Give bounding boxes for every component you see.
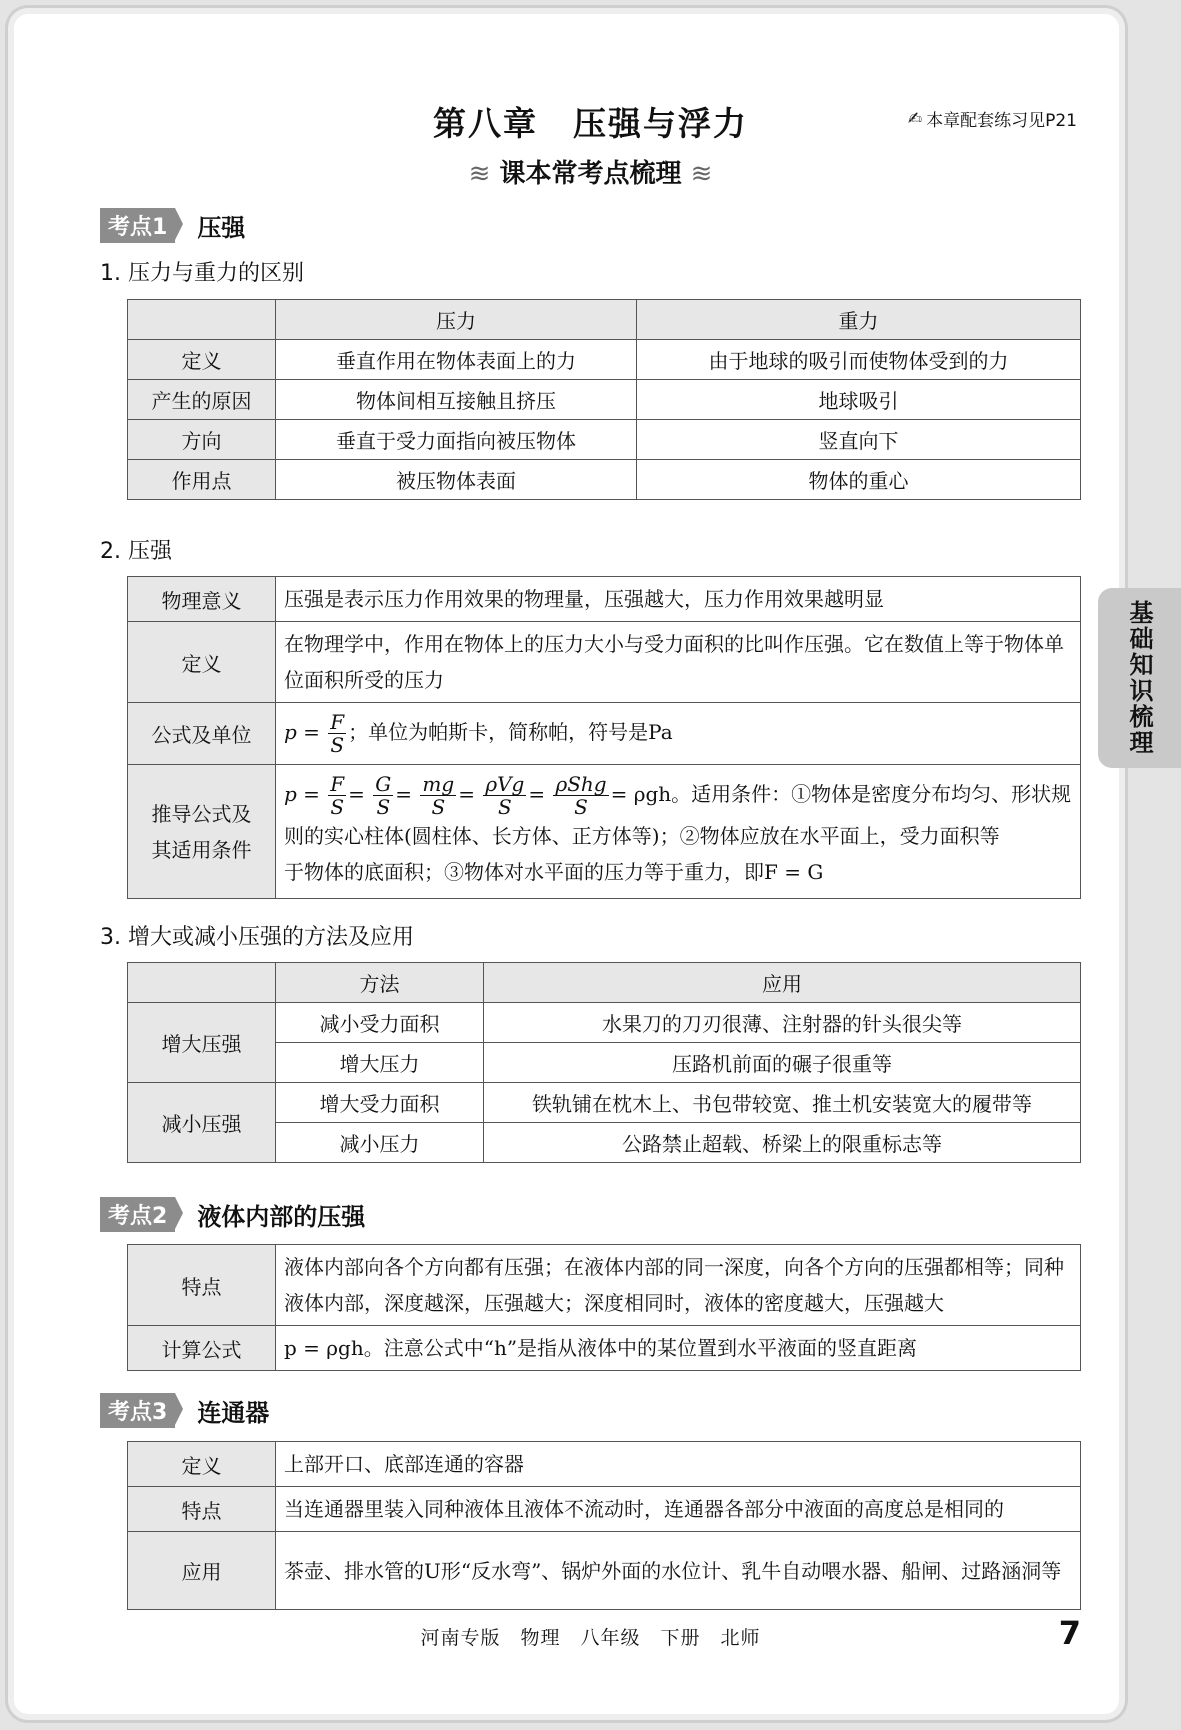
table-cell: 水果刀的刀刃很薄、注射器的针头很尖等 bbox=[484, 1003, 1081, 1043]
numerator: G bbox=[375, 772, 392, 796]
table-cell: 由于地球的吸引而使物体受到的力 bbox=[637, 340, 1081, 380]
formula-p: p = bbox=[284, 720, 320, 744]
formula-unit-text: ；单位为帕斯卡，简称帕，符号是Pa bbox=[348, 720, 673, 744]
table-cell: 上部开口、底部连通的容器 bbox=[276, 1442, 1081, 1487]
chapter-title: 第八章 压强与浮力 bbox=[433, 104, 748, 143]
table-cell: 液体内部向各个方向都有压强；在液体内部的同一深度，向各个方向的压强都相等；同种液体内部，深度越深，压强越大；深度相同时，液体的密度越大，压强越大 bbox=[276, 1245, 1081, 1326]
liquid-pressure-table bbox=[127, 1244, 1081, 1371]
methods-table bbox=[127, 962, 1081, 1163]
table-cell: 在物理学中，作用在物体上的压力大小与受力面积的比叫作压强。它在数值上等于物体单位面积所受的压力 bbox=[276, 622, 1081, 703]
row-label: 定义 bbox=[128, 622, 276, 703]
denominator: S bbox=[330, 733, 345, 757]
denominator: S bbox=[376, 795, 391, 819]
row-label: 定义 bbox=[128, 1442, 276, 1487]
s1-heading: 1. 压力与重力的区别 bbox=[100, 261, 304, 286]
kp2-title: 液体内部的压强 bbox=[197, 1203, 366, 1231]
wave-icon: ≋ bbox=[690, 159, 713, 189]
numerator: ρVg bbox=[485, 772, 525, 796]
pen-icon: ✍ bbox=[907, 108, 923, 129]
row-label: 定义 bbox=[128, 340, 276, 380]
table-cell: 垂直于受力面指向被压物体 bbox=[276, 420, 637, 460]
table-corner bbox=[128, 963, 276, 1003]
derivation-line: 于物体的底面积；③物体对水平面的压力等于重力，即F = G bbox=[284, 860, 824, 884]
row-label: 方向 bbox=[128, 420, 276, 460]
fraction bbox=[553, 773, 608, 818]
kp1-heading bbox=[100, 208, 245, 243]
row-label: 物理意义 bbox=[128, 577, 276, 622]
denominator: S bbox=[330, 795, 345, 819]
numerator: mg bbox=[422, 772, 455, 796]
table-cell: 压强是表示压力作用效果的物理量，压强越大，压力作用效果越明显 bbox=[276, 577, 1081, 622]
formula-cell bbox=[276, 703, 1081, 765]
pressure-gravity-table bbox=[127, 299, 1081, 500]
kp2-heading bbox=[100, 1197, 365, 1232]
table-cell: 地球吸引 bbox=[637, 380, 1081, 420]
denominator: S bbox=[574, 795, 588, 819]
fraction bbox=[420, 773, 456, 818]
table-cell: 当连通器里装入同种液体且液体不流动时，连通器各部分中液面的高度总是相同的 bbox=[276, 1487, 1081, 1532]
table-cell: 垂直作用在物体表面上的力 bbox=[276, 340, 637, 380]
fraction bbox=[328, 711, 346, 756]
denominator: S bbox=[431, 795, 446, 819]
table-cell: 增大压力 bbox=[276, 1043, 484, 1083]
row-label-line: 其适用条件 bbox=[151, 837, 252, 862]
table-cell: 被压物体表面 bbox=[276, 460, 637, 500]
fraction bbox=[373, 773, 393, 818]
page-number: 7 bbox=[1058, 1614, 1081, 1652]
row-label: 减小压强 bbox=[128, 1083, 276, 1163]
table-cell: 压路机前面的碾子很重等 bbox=[484, 1043, 1081, 1083]
kp1-tag: 考点1 bbox=[100, 208, 175, 243]
denominator: S bbox=[497, 795, 512, 819]
kp3-tag: 考点3 bbox=[100, 1393, 175, 1428]
row-label: 计算公式 bbox=[128, 1326, 276, 1371]
table-cell: 公路禁止超载、桥梁上的限重标志等 bbox=[484, 1123, 1081, 1163]
footer-text: 河南专版 物理 八年级 下册 北师 bbox=[420, 1627, 761, 1649]
practice-reference bbox=[908, 106, 1077, 131]
row-label: 增大压强 bbox=[128, 1003, 276, 1083]
kp3-title: 连通器 bbox=[197, 1399, 270, 1427]
numerator: ρShg bbox=[555, 772, 607, 796]
numerator: F bbox=[330, 772, 345, 796]
row-label-line: 推导公式及 bbox=[151, 801, 252, 826]
formula-p: p = bbox=[284, 782, 320, 806]
section-title-text: 课本常考点梳理 bbox=[499, 159, 682, 189]
table-cell: p = ρgh。注意公式中“h”是指从液体中的某位置到水平液面的竖直距离 bbox=[276, 1326, 1081, 1371]
side-tab: 基础知识梳理 bbox=[1098, 588, 1181, 768]
kp1-title: 压强 bbox=[197, 214, 246, 242]
row-label: 产生的原因 bbox=[128, 380, 276, 420]
row-label: 作用点 bbox=[128, 460, 276, 500]
col-method: 方法 bbox=[276, 963, 484, 1003]
table-cell: 增大受力面积 bbox=[276, 1083, 484, 1123]
s2-heading: 2. 压强 bbox=[100, 539, 172, 564]
fraction bbox=[328, 773, 346, 818]
derivation-line: p = $\frac{F}{S}$ = $\frac{G}{S}$ = $\frac{mg}{S}$ = $\frac{\text{ρVg}}{S}$ = $\frac{\text{ρShg}}{S}$ = ρgh。适用条件：①物体是密度分布均匀、形状规 bbox=[284, 772, 1072, 819]
numerator: F bbox=[330, 710, 345, 734]
derivation-cell bbox=[276, 765, 1081, 899]
col-app: 应用 bbox=[484, 963, 1081, 1003]
connector-table bbox=[127, 1441, 1081, 1610]
practice-reference-text: 本章配套练习见P21 bbox=[926, 111, 1077, 131]
table-cell: 竖直向下 bbox=[637, 420, 1081, 460]
table-cell: 物体间相互接触且挤压 bbox=[276, 380, 637, 420]
kp2-tag: 考点2 bbox=[100, 1197, 175, 1232]
kp3-heading bbox=[100, 1393, 269, 1428]
table-cell: 物体的重心 bbox=[637, 460, 1081, 500]
pressure-table bbox=[127, 576, 1081, 899]
wave-icon: ≋ bbox=[468, 159, 491, 189]
fraction bbox=[483, 773, 526, 818]
table-cell: 减小受力面积 bbox=[276, 1003, 484, 1043]
col-pressure: 压力 bbox=[276, 300, 637, 340]
col-gravity: 重力 bbox=[637, 300, 1081, 340]
table-cell: 减小压力 bbox=[276, 1123, 484, 1163]
row-label: 应用 bbox=[128, 1532, 276, 1610]
section-title bbox=[0, 153, 1181, 190]
table-cell: 铁轨铺在枕木上、书包带较宽、推土机安装宽大的履带等 bbox=[484, 1083, 1081, 1123]
derivation-line: 则的实心柱体(圆柱体、长方体、正方体等)；②物体应放在水平面上，受力面积等 bbox=[284, 824, 1000, 848]
table-cell: 茶壶、排水管的U形“反水弯”、锅炉外面的水位计、乳牛自动喂水器、船闸、过路涵洞等 bbox=[276, 1532, 1081, 1610]
row-label: 特点 bbox=[128, 1245, 276, 1326]
derivation-tail: = ρgh。适用条件：①物体是密度分布均匀、形状规 bbox=[610, 782, 1072, 806]
s3-heading: 3. 增大或减小压强的方法及应用 bbox=[100, 925, 414, 950]
table-corner bbox=[128, 300, 276, 340]
row-label bbox=[128, 765, 276, 899]
row-label: 特点 bbox=[128, 1487, 276, 1532]
row-label: 公式及单位 bbox=[128, 703, 276, 765]
